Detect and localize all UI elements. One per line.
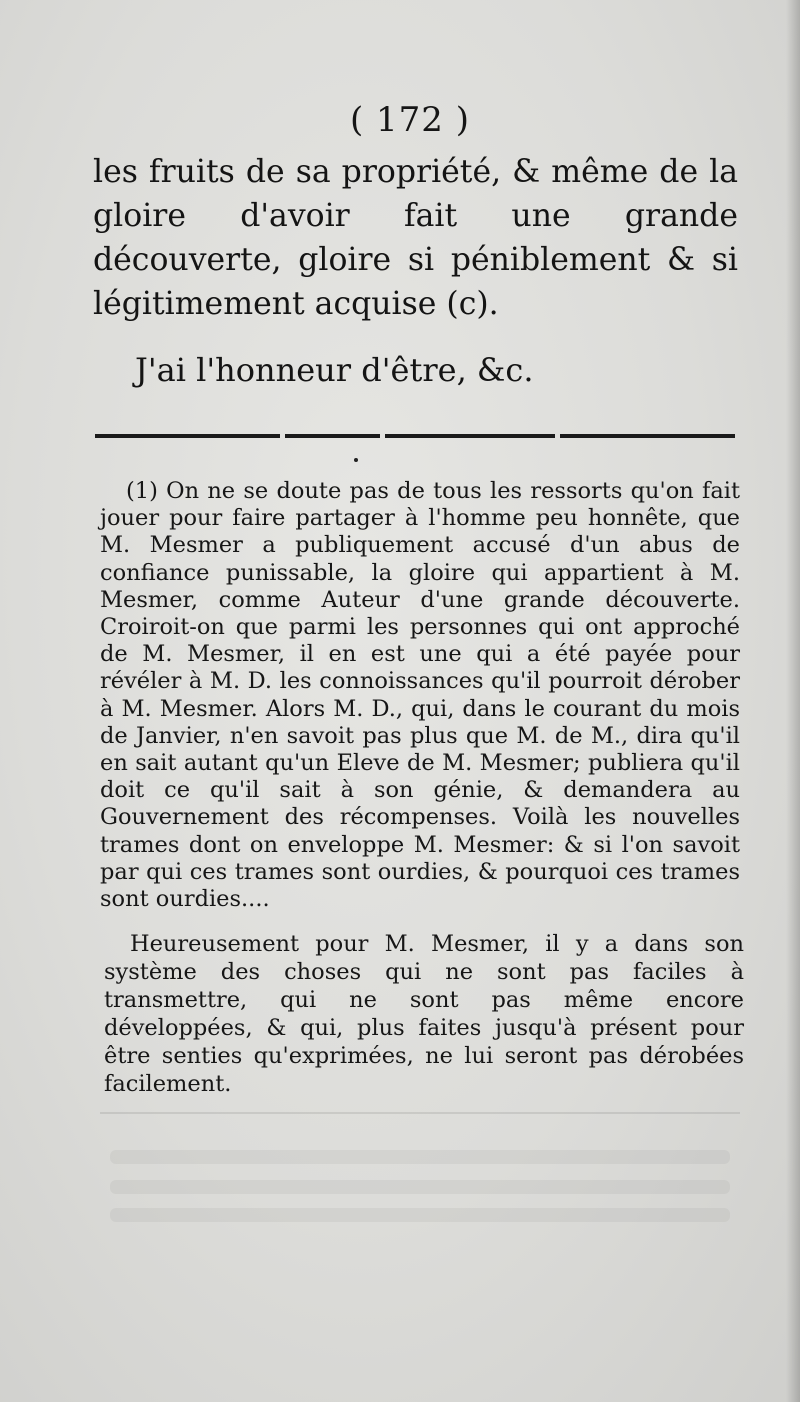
rule-segment	[95, 434, 280, 438]
bleed-through-text	[110, 1180, 730, 1194]
footnote-separator-rule	[95, 434, 735, 439]
main-text-paragraph: les fruits de sa propriété, & même de la gloire d'avoir fait une grande découverte, gloire si péniblement & si légitimement acquise (c).	[93, 154, 738, 322]
bleed-through-rule	[100, 1112, 740, 1114]
bleed-through-text	[110, 1208, 730, 1222]
ornament-dot	[354, 458, 358, 462]
page-edge-shadow	[786, 0, 800, 1402]
footnote-2: Heureusement pour M. Mesmer, il y a dans son système des choses qui ne sont pas faciles à transmettre, qui ne sont pas même encore développées, & qui, plus faites jusqu'à présent pour être senties qu'exprimées, ne lui seront pas dérobées facilement.	[104, 931, 744, 1097]
rule-segment	[285, 434, 380, 438]
bleed-through-text	[110, 1150, 730, 1164]
page-number: ( 172 )	[349, 100, 471, 140]
footnote-1: (1) On ne se doute pas de tous les ressorts qu'on fait jouer pour faire partager à l'homme peu honnête, que M. Mesmer a publiquement accusé d'un abus de confiance punissable, la gloire qui appartient à M. Mesmer, comme Auteur d'une grande découverte. Croiroit-on que parmi les personnes qui ont approché de M. Mesmer, il en est une qui a été payée pour révéler à M. D. les connoissances qu'il pourroit dérober à M. Mesmer. Alors M. D., qui, dans le courant du mois de Janvier, n'en savoit pas plus que M. de M., dira qu'il en sait autant qu'un Eleve de M. Mesmer; publiera qu'il doit ce qu'il sait à son génie, & demandera au Gouvernement des récompenses. Voilà les nouvelles trames dont on enveloppe M. Mesmer: & si l'on savoit par qui ces trames sont ourdies, & pourquoi ces trames sont ourdies....	[100, 478, 740, 913]
rule-segment	[560, 434, 735, 438]
rule-segment	[385, 434, 555, 438]
closing-salutation: J'ai l'honneur d'être, &c.	[135, 351, 534, 389]
